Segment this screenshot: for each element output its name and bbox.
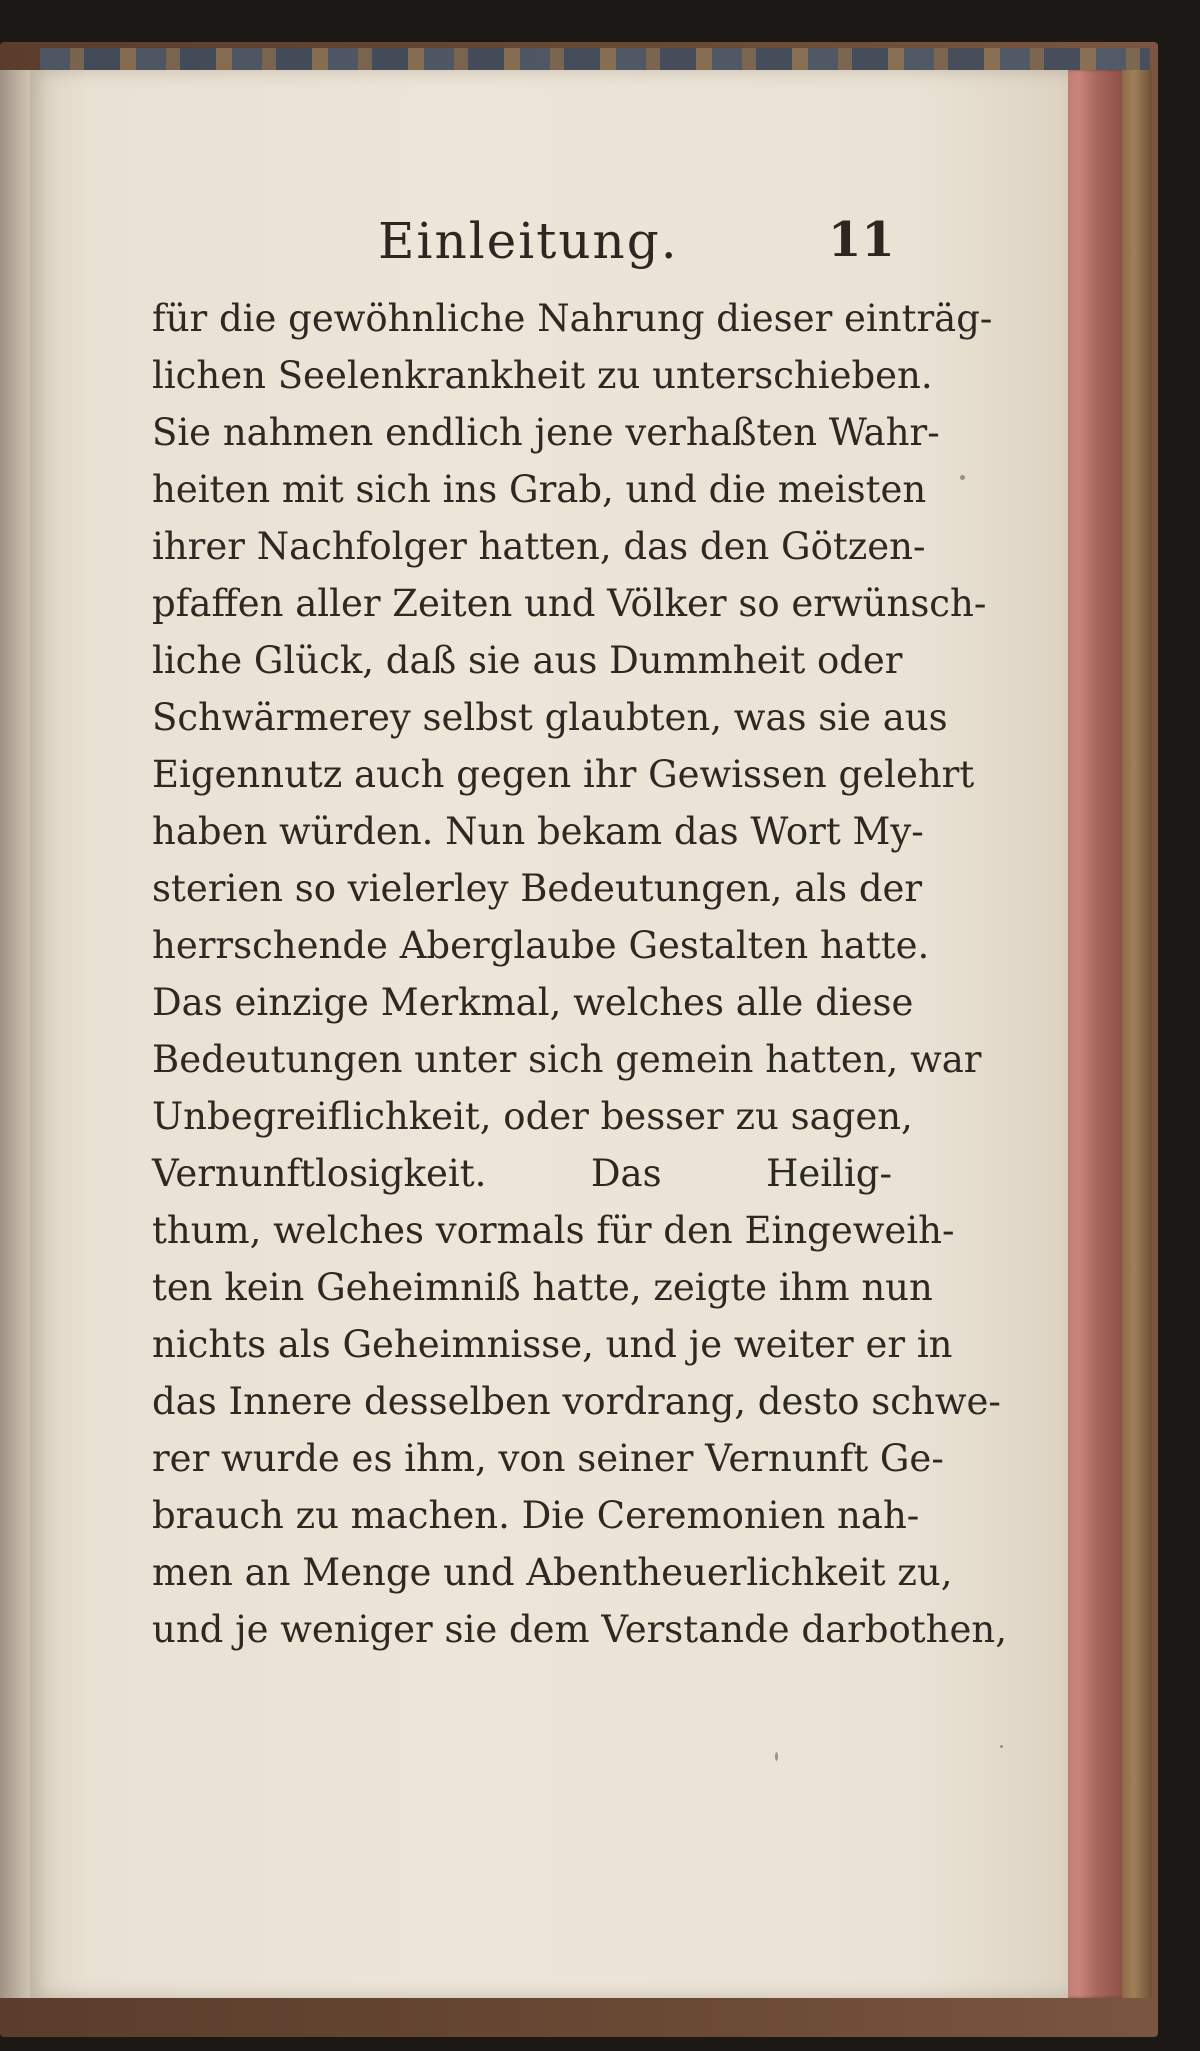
paper-speck (1000, 1745, 1003, 1748)
page-number: 11 (828, 212, 895, 268)
text-line: Das einzige Merkmal, welches alle diese (152, 981, 914, 1024)
text-line: Vernunftlosigkeit. Das Heilig- (152, 1152, 892, 1195)
text-line: Schwärmerey selbst glaubten, was sie aus (152, 696, 948, 739)
text-line: Eigennutz auch gegen ihr Gewissen gelehrt (152, 753, 975, 796)
text-line: thum, welches vormals für den Eingeweih- (152, 1209, 955, 1252)
text-line: men an Menge und Abentheuerlichkeit zu, (152, 1551, 953, 1594)
text-line: für die gewöhnliche Nahrung dieser einträg- (152, 297, 993, 340)
text-line: Sie nahmen endlich jene verhaßten Wahr- (152, 411, 940, 454)
text-line: und je weniger sie dem Verstande darbothen, (152, 1608, 1007, 1651)
text-line: sterien so vielerley Bedeutungen, als der (152, 867, 923, 910)
text-line: nichts als Geheimnisse, und je weiter er in (152, 1323, 953, 1366)
paper-speck (775, 1752, 778, 1761)
left-page-gutter (0, 70, 30, 1998)
text-line: pfaffen aller Zeiten und Völker so erwünsch- (152, 582, 987, 625)
cover-top-edge (40, 48, 1150, 72)
text-line: ten kein Geheimniß hatte, zeigte ihm nun (152, 1266, 933, 1309)
paper-speck (960, 475, 965, 480)
text-line: liche Glück, daß sie aus Dummheit oder (152, 639, 903, 682)
text-line: Unbegreiflichkeit, oder besser zu sagen, (152, 1095, 913, 1138)
text-line: herrschende Aberglaube Gestalten hatte. (152, 924, 930, 967)
page-edge (1060, 70, 1122, 1998)
text-line: lichen Seelenkrankheit zu unterschieben. (152, 354, 933, 397)
text-line: das Innere desselben vordrang, desto schwe- (152, 1380, 1001, 1423)
text-line: rer wurde es ihm, von seiner Vernunft Ge- (152, 1437, 944, 1480)
running-head: Einleitung. (378, 212, 679, 270)
text-line: haben würden. Nun bekam das Wort My- (152, 810, 924, 853)
body-text (152, 290, 1007, 1658)
text-line: Bedeutungen unter sich gemein hatten, war (152, 1038, 982, 1081)
cover-right-edge (1122, 70, 1152, 1998)
text-line: ihrer Nachfolger hatten, das den Götzen- (152, 525, 926, 568)
text-line: heiten mit sich ins Grab, und die meisten (152, 468, 927, 511)
text-line: brauch zu machen. Die Ceremonien nah- (152, 1494, 920, 1537)
